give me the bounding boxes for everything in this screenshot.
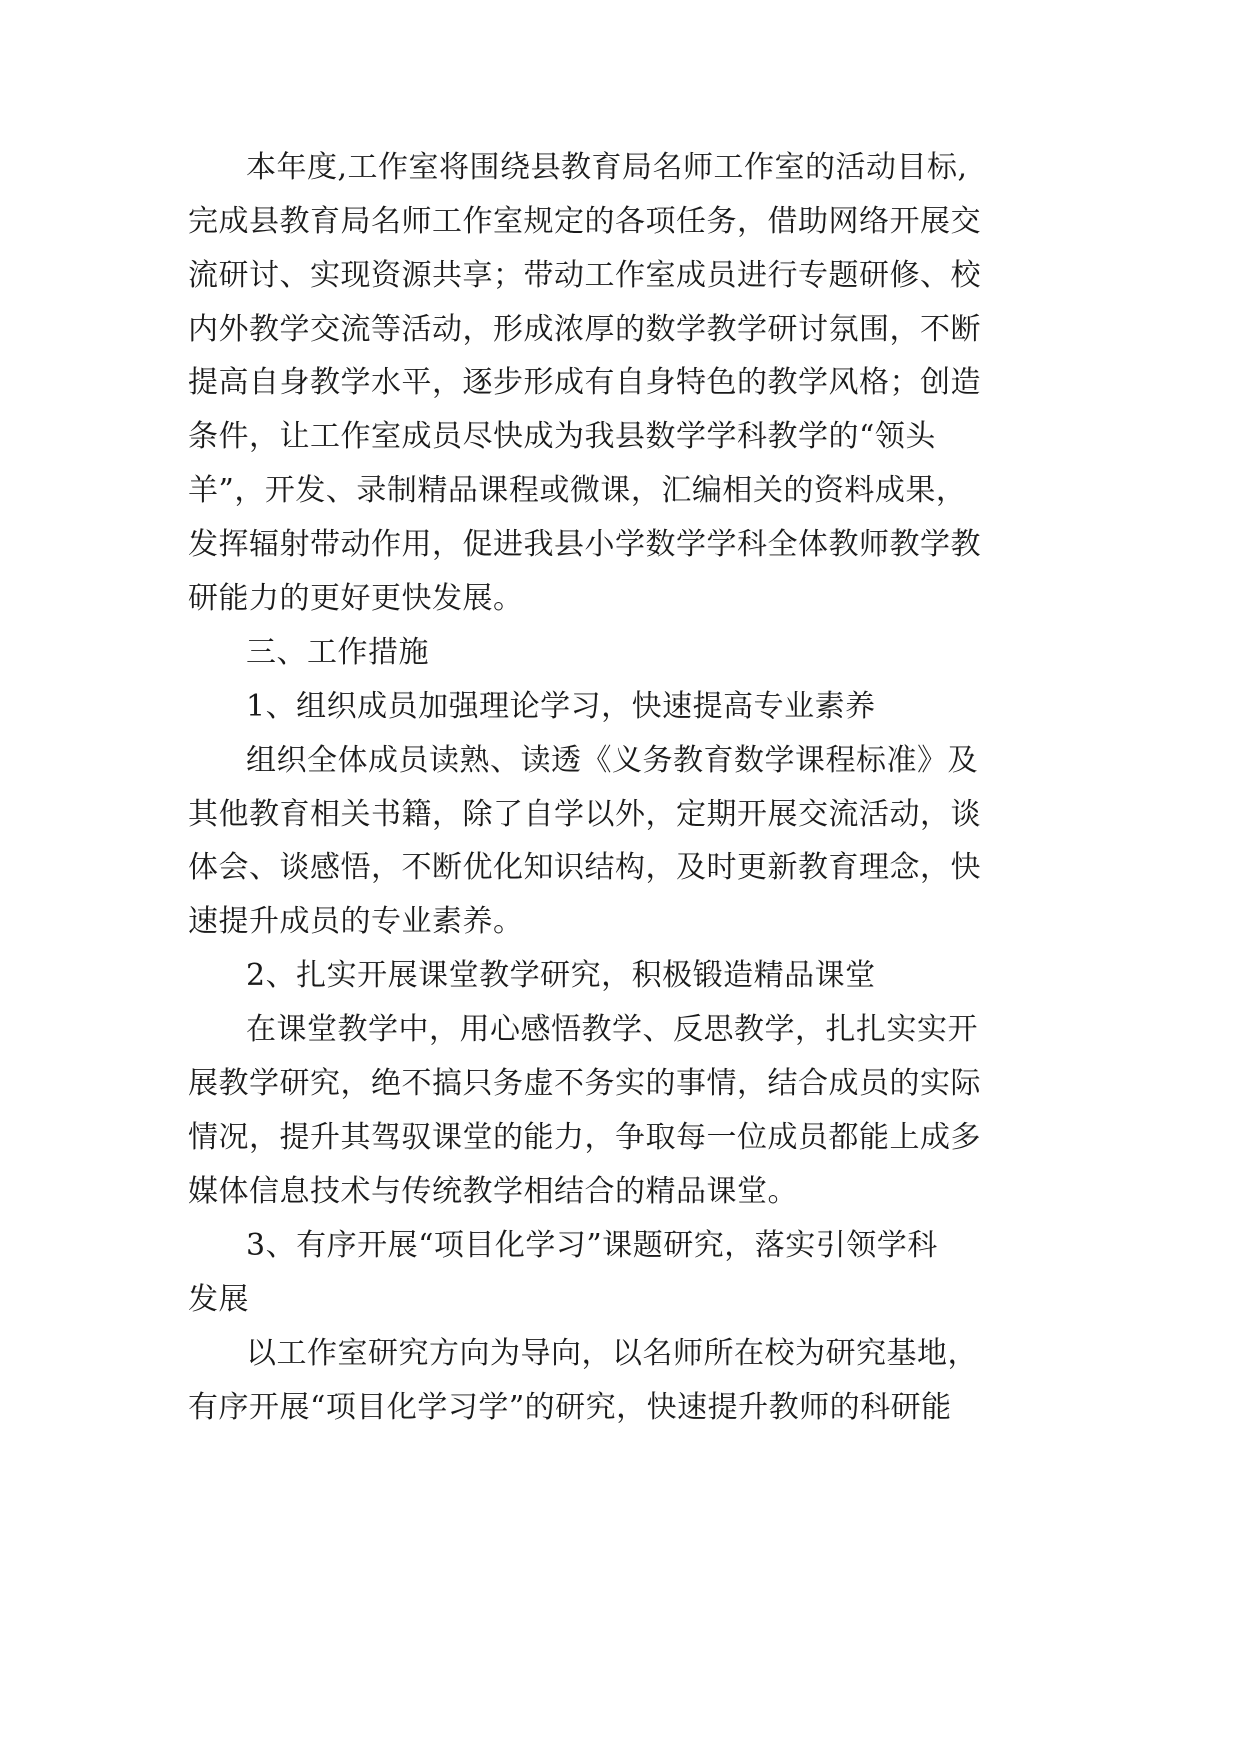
paragraph-line: 提高自身教学水平，逐步形成有自身特色的教学风格；创造 bbox=[188, 365, 981, 400]
subsection-heading: 2、扎实开展课堂教学研究，积极锻造精品课堂 bbox=[246, 958, 876, 993]
paragraph-line: 完成县教育局名师工作室规定的各项任务，借助网络开展交 bbox=[188, 204, 981, 239]
paragraph-line: 以工作室研究方向为导向，以名师所在校为研究基地， bbox=[246, 1336, 978, 1371]
subsection-heading: 1、组织成员加强理论学习，快速提高专业素养 bbox=[246, 689, 876, 724]
paragraph-line: 体会、谈感悟，不断优化知识结构，及时更新教育理念，快 bbox=[188, 850, 981, 885]
subsection-heading: 3、有序开展“项目化学习”课题研究，落实引领学科 bbox=[246, 1228, 938, 1263]
paragraph-line: 有序开展“项目化学习学”的研究，快速提升教师的科研能 bbox=[188, 1390, 952, 1425]
paragraph-line: 在课堂教学中，用心感悟教学、反思教学，扎扎实实开 bbox=[246, 1012, 978, 1047]
section-heading: 三、工作措施 bbox=[246, 635, 429, 670]
paragraph-line: 情况，提升其驾驭课堂的能力，争取每一位成员都能上成多 bbox=[188, 1120, 981, 1155]
paragraph-line: 速提升成员的专业素养。 bbox=[188, 904, 524, 939]
paragraph-line: 展教学研究，绝不搞只务虚不务实的事情，结合成员的实际 bbox=[188, 1066, 981, 1101]
subsection-heading-continued: 发展 bbox=[188, 1282, 249, 1317]
paragraph-line: 研能力的更好更快发展。 bbox=[188, 581, 524, 616]
paragraph-line: 条件，让工作室成员尽快成为我县数学学科教学的“领头 bbox=[188, 419, 936, 454]
paragraph-line: 羊”，开发、录制精品课程或微课，汇编相关的资料成果， bbox=[188, 473, 967, 508]
paragraph-line: 组织全体成员读熟、读透《义务教育数学课程标准》及 bbox=[246, 743, 978, 778]
paragraph-line: 其他教育相关书籍，除了自学以外，定期开展交流活动，谈 bbox=[188, 797, 981, 832]
paragraph-line: 内外教学交流等活动，形成浓厚的数学教学研讨氛围，不断 bbox=[188, 312, 981, 347]
paragraph-line: 流研讨、实现资源共享；带动工作室成员进行专题研修、校 bbox=[188, 258, 981, 293]
paragraph-line: 媒体信息技术与传统教学相结合的精品课堂。 bbox=[188, 1174, 798, 1209]
paragraph-line: 发挥辐射带动作用，促进我县小学数学学科全体教师教学教 bbox=[188, 527, 981, 562]
paragraph-line: 本年度,工作室将围绕县教育局名师工作室的活动目标, bbox=[246, 150, 968, 185]
